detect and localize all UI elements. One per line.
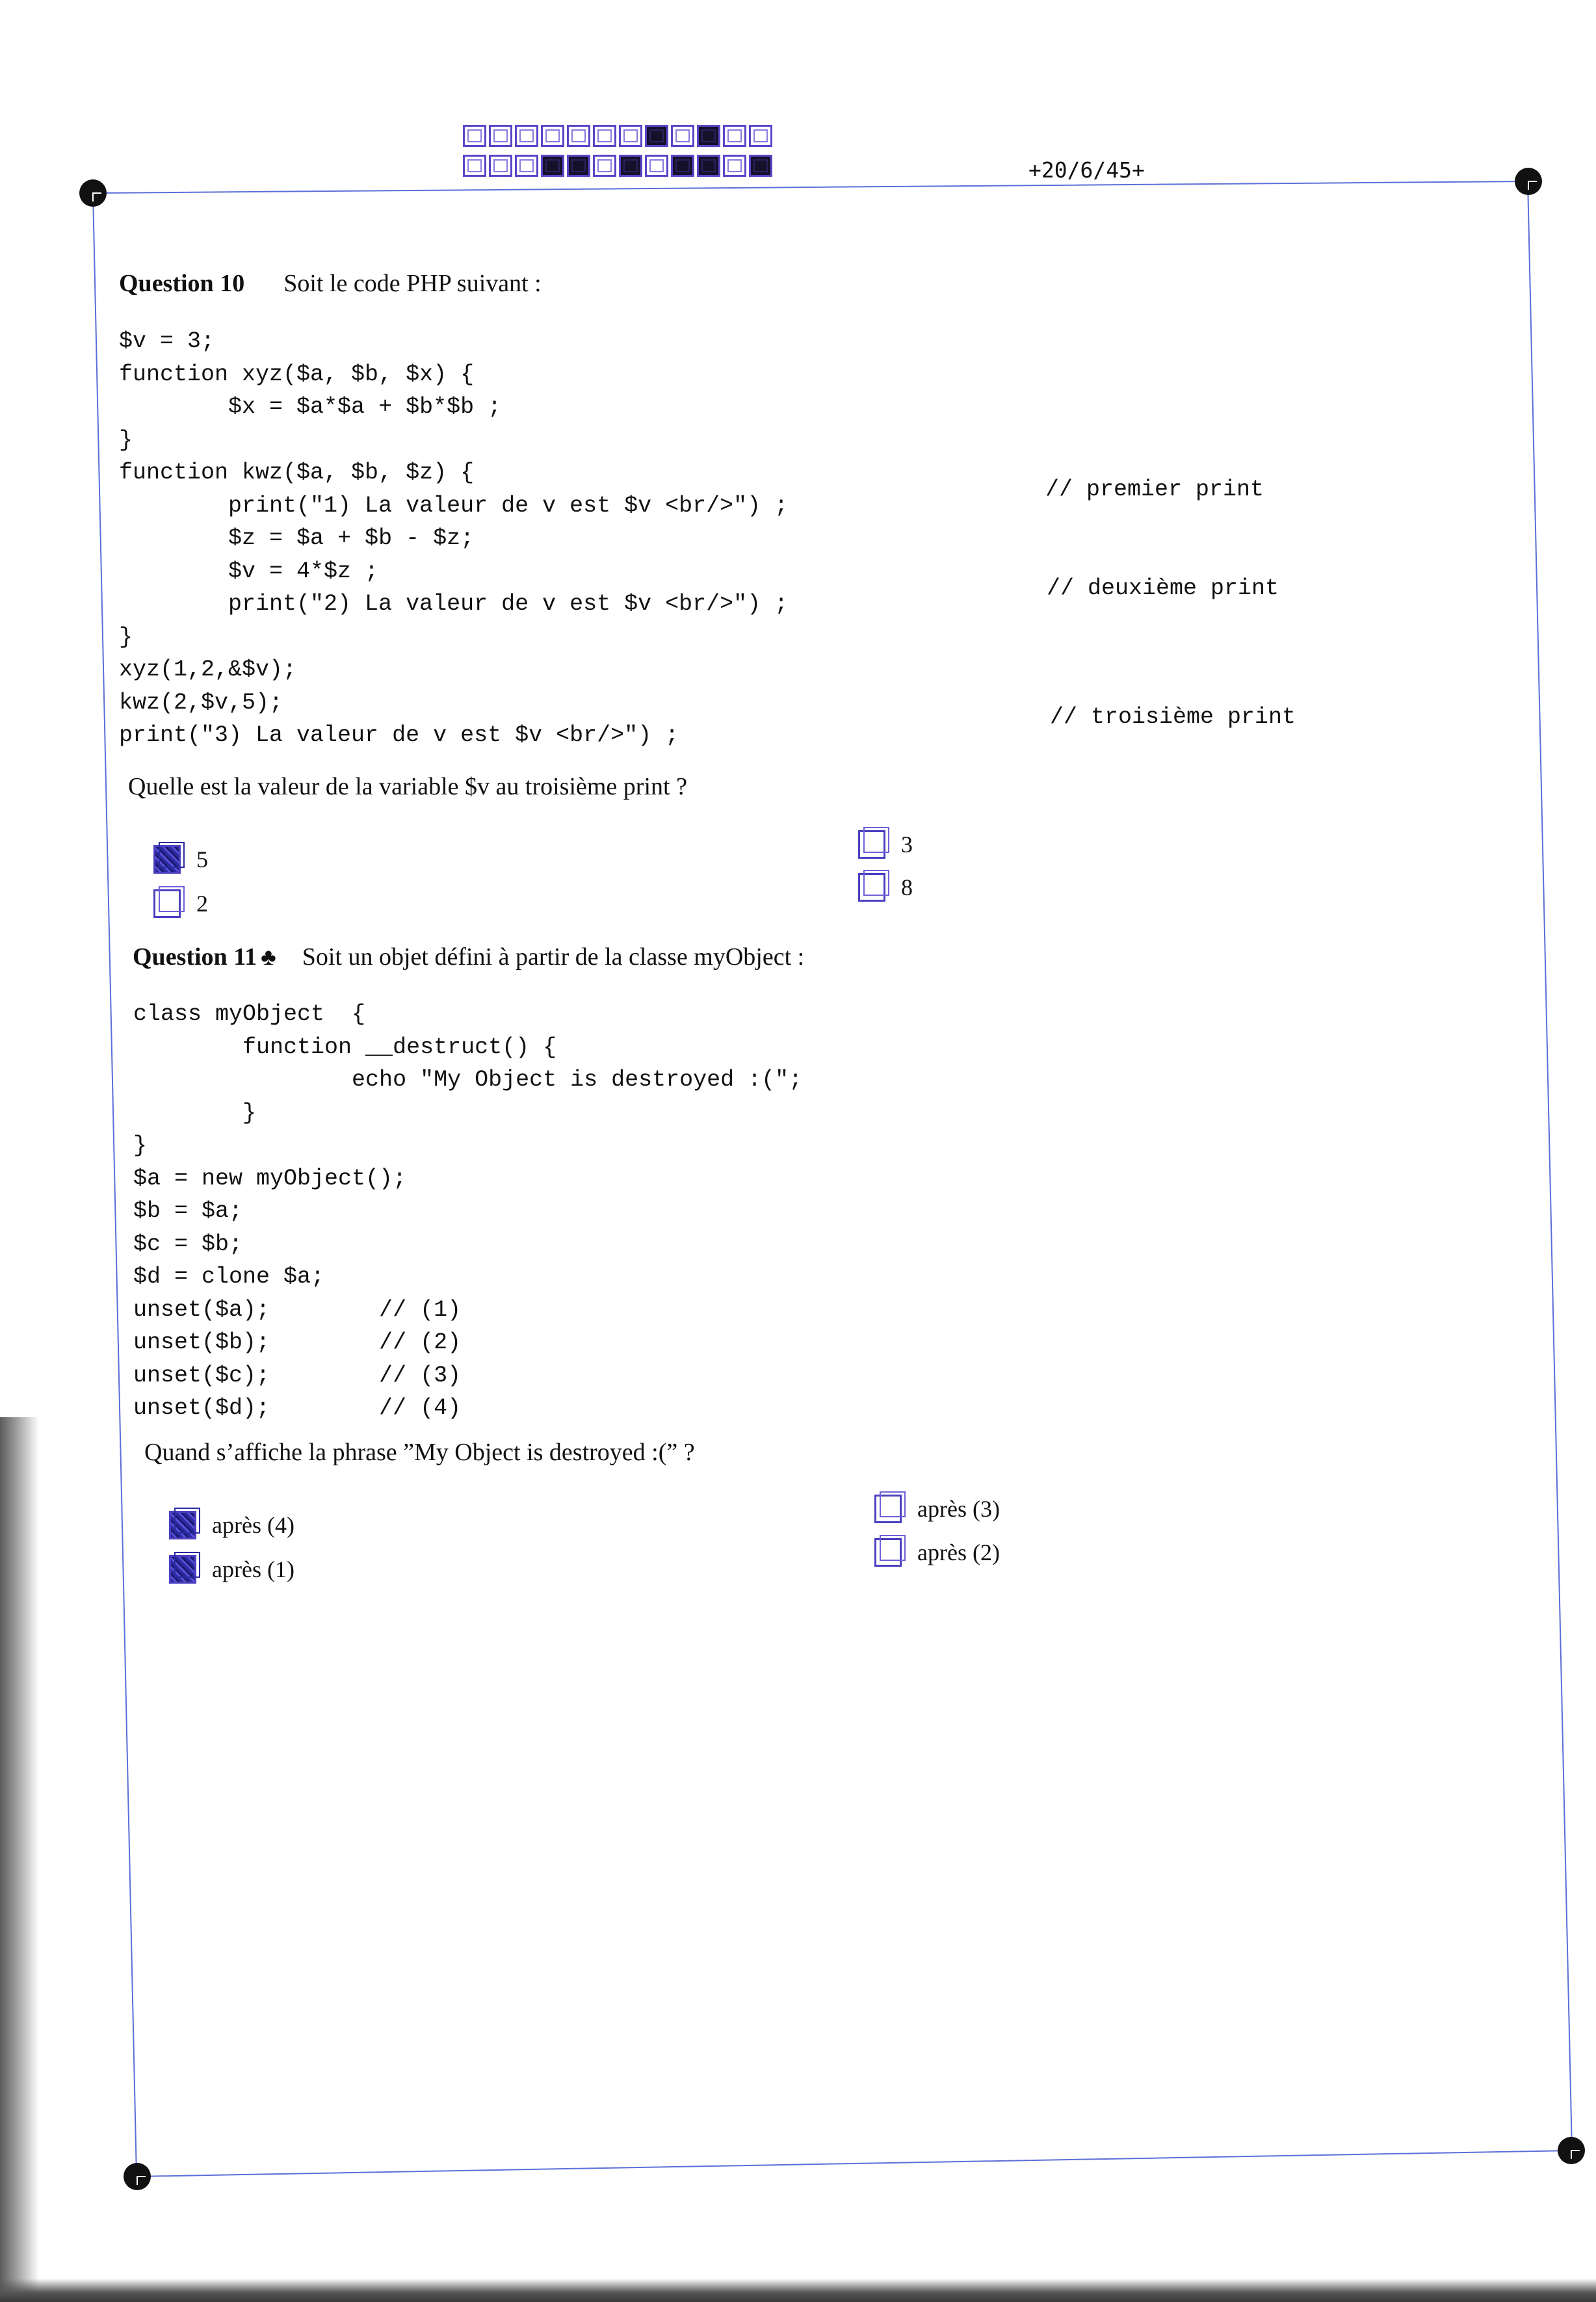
answer-label: 5	[196, 846, 208, 872]
id-row	[463, 125, 775, 150]
id-box-filled	[567, 155, 590, 177]
answer-option[interactable]	[858, 830, 913, 859]
question-11-label: Question 11	[133, 943, 257, 971]
id-row	[463, 155, 775, 179]
answer-label: 3	[901, 831, 913, 857]
answer-label: après (1)	[212, 1556, 294, 1582]
id-box-empty	[723, 155, 746, 177]
answer-label: après (3)	[917, 1496, 1000, 1522]
id-box-empty	[723, 125, 746, 147]
id-box-empty	[463, 125, 486, 147]
id-box-empty	[749, 125, 772, 147]
code-line: print("1) La valeur de v est $v <br/>") ;	[119, 492, 789, 519]
question-11-code	[133, 998, 802, 1425]
comment-deuxieme-print: // deuxième print	[1047, 575, 1279, 601]
id-box-empty	[593, 155, 616, 177]
code-line: unset($d); // (4)	[133, 1395, 462, 1421]
code-line: unset($a); // (1)	[133, 1296, 462, 1323]
question-10-label: Question 10	[119, 270, 245, 297]
question-11-prompt: Quand s’affiche la phrase ”My Object is destroyed :(” ?	[144, 1439, 695, 1466]
answer-label: 2	[196, 891, 208, 917]
answer-option[interactable]	[169, 1555, 294, 1584]
answer-label: 8	[901, 874, 913, 900]
id-box-filled	[749, 155, 772, 177]
club-icon: ♣	[261, 944, 276, 970]
answer-option[interactable]	[858, 873, 913, 902]
answer-option[interactable]	[874, 1495, 1000, 1523]
code-line: function kwz($a, $b, $z) {	[119, 460, 475, 486]
id-box-empty	[671, 125, 694, 147]
code-line: }	[133, 1099, 257, 1126]
answer-label: après (2)	[917, 1539, 1000, 1565]
checkbox[interactable]	[858, 873, 885, 902]
code-line: $z = $a + $b - $z;	[119, 525, 475, 551]
checkbox[interactable]	[874, 1495, 902, 1523]
id-box-filled	[619, 155, 642, 177]
question-11-header	[133, 943, 804, 971]
corner-mark-top-right	[1515, 168, 1542, 195]
comment-troisieme-print: // troisième print	[1050, 704, 1296, 730]
checkbox[interactable]	[858, 830, 885, 859]
code-line: unset($c); // (3)	[133, 1362, 462, 1389]
question-10-code	[119, 325, 788, 752]
id-box-filled	[697, 125, 720, 147]
page-id: +20/6/45+	[1028, 157, 1145, 183]
answer-option[interactable]	[153, 845, 208, 874]
comment-premier-print: // premier print	[1045, 477, 1264, 503]
id-box-empty	[645, 155, 668, 177]
code-line: $a = new myObject();	[133, 1165, 407, 1192]
code-line: $c = $b;	[133, 1231, 243, 1257]
answer-option[interactable]	[169, 1511, 294, 1539]
code-line: $v = 4*$z ;	[119, 558, 379, 584]
code-line: function xyz($a, $b, $x) {	[119, 361, 475, 387]
code-line: echo "My Object is destroyed :(";	[133, 1067, 803, 1093]
id-box-empty	[463, 155, 486, 177]
checkbox-checked[interactable]	[153, 845, 181, 874]
question-10-header	[119, 269, 542, 298]
student-id-code	[463, 125, 775, 185]
question-10-prompt: Quelle est la valeur de la variable $v au troisième print ?	[128, 773, 687, 800]
corner-mark-top-left	[79, 179, 107, 207]
answer-label: après (4)	[212, 1512, 294, 1538]
id-box-empty	[515, 125, 538, 147]
id-box-empty	[515, 155, 538, 177]
answer-option[interactable]	[874, 1538, 1000, 1567]
checkbox[interactable]	[874, 1538, 902, 1567]
id-box-filled	[541, 155, 564, 177]
checkbox-checked[interactable]	[169, 1511, 196, 1539]
code-line: class myObject {	[133, 1001, 366, 1027]
code-line: $x = $a*$a + $b*$b ;	[119, 394, 502, 420]
code-line: print("2) La valeur de v est $v <br/>") ;	[119, 591, 789, 617]
id-box-filled	[697, 155, 720, 177]
code-line: function __destruct() {	[133, 1034, 557, 1060]
id-box-empty	[489, 125, 512, 147]
code-line: $d = clone $a;	[133, 1264, 325, 1290]
code-line: }	[133, 1132, 148, 1158]
checkbox-checked[interactable]	[169, 1555, 196, 1584]
code-line: }	[119, 623, 133, 650]
question-11-intro: Soit un objet défini à partir de la classe myObject :	[302, 943, 805, 971]
answer-option[interactable]	[153, 889, 208, 918]
id-box-filled	[671, 155, 694, 177]
corner-mark-bottom-left	[124, 2163, 151, 2190]
corner-mark-bottom-right	[1558, 2137, 1585, 2164]
question-10-intro: Soit le code PHP suivant :	[283, 270, 542, 297]
code-line: }	[119, 426, 133, 453]
id-box-empty	[489, 155, 512, 177]
id-box-empty	[541, 125, 564, 147]
code-line: $v = 3;	[119, 328, 215, 354]
checkbox[interactable]	[153, 889, 181, 918]
id-box-empty	[567, 125, 590, 147]
id-box-empty	[619, 125, 642, 147]
code-line: print("3) La valeur de v est $v <br/>") ;	[119, 722, 679, 748]
code-line: kwz(2,$v,5);	[119, 689, 283, 716]
code-line: $b = $a;	[133, 1198, 243, 1224]
code-line: unset($b); // (2)	[133, 1329, 462, 1355]
id-box-empty	[593, 125, 616, 147]
code-line: xyz(1,2,&$v);	[119, 657, 297, 683]
id-box-filled	[645, 125, 668, 147]
